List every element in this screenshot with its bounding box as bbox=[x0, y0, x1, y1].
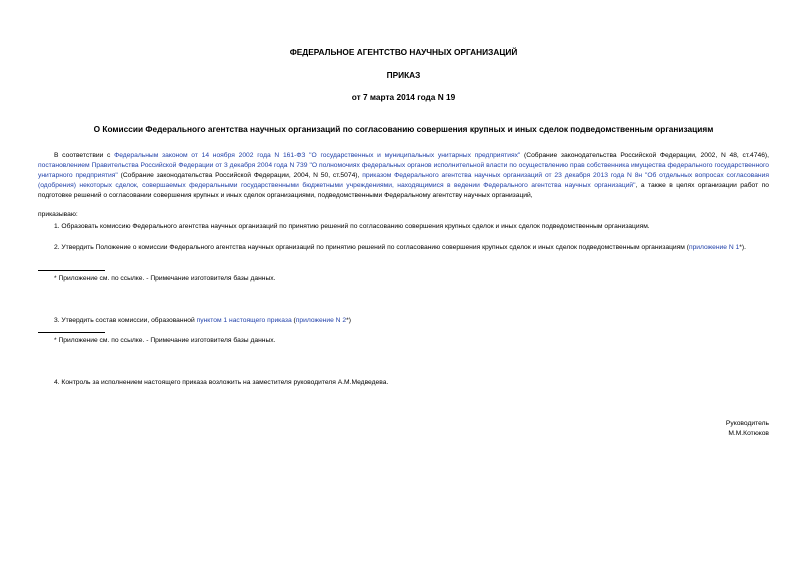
footnote-divider-2 bbox=[38, 332, 105, 333]
item-4: 4. Контроль за исполнением настоящего приказа возложить на заместителя руководителя А.М.Медведева. bbox=[54, 379, 389, 386]
footnote-divider-1 bbox=[38, 270, 105, 271]
item-3-text: 3. Утвердить состав комиссии, образованной bbox=[54, 317, 197, 324]
item-3-mid: ( bbox=[291, 317, 296, 324]
preamble-text-4: , а также в целях организации работ по подготовке решений о согласовании совершения крупных и иных сделок организациями, подведомственными Федеральному агентству научных организаций, bbox=[38, 182, 769, 199]
item-2-text: 2. Утвердить Положение о комиссии Федерального агентства научных организаций по принятию решений по согласованию совершения крупных сделок и иных сделок подведомственным организациям ( bbox=[54, 244, 689, 251]
document-type: ПРИКАЗ bbox=[386, 70, 421, 80]
footnote-1: * Приложение см. по ссылке. - Примечание изготовителя базы данных. bbox=[54, 275, 276, 282]
appendix-1-link[interactable]: приложение N 1 bbox=[688, 244, 740, 251]
government-decree-link[interactable]: постановлением Правительства Российской Федерации от 3 декабря 2004 года N 739 "О полномочиях федеральных органов исполнительной власти по осуществлению прав собственника имущества федерального государственного унитарного предприятия" bbox=[38, 162, 769, 179]
appendix-2-link[interactable]: приложение N 2 bbox=[295, 317, 347, 324]
document-title: О Комиссии Федерального агентства научных организаций по согласованию совершения крупных и иных сделок подведомственным организациям bbox=[93, 124, 714, 134]
document-date: от 7 марта 2014 года N 19 bbox=[351, 92, 456, 102]
signatory-name: М.М.Котюков bbox=[728, 430, 769, 437]
point-1-link[interactable]: пунктом 1 настоящего приказа bbox=[196, 317, 292, 324]
item-2-tail: *). bbox=[739, 244, 746, 251]
item-3-tail: *) bbox=[346, 317, 351, 324]
item-2 bbox=[38, 243, 769, 253]
preamble-text-2: (Собрание законодательства Российской Федерации, 2002, N 48, ст.4746), bbox=[520, 152, 769, 159]
order-word: приказываю: bbox=[38, 211, 78, 218]
preamble-paragraph bbox=[38, 151, 769, 201]
item-3 bbox=[54, 316, 351, 326]
preamble-text-1: В соответствии с bbox=[54, 152, 115, 159]
agency-order-link[interactable]: приказом Федерального агентства научных организаций от 23 декабря 2013 года N 8н "Об отдельных вопросах согласования (одобрения) некоторых сделок, совершаемых федеральными государственными бюджетными учреждениями, находящимися в ведении Федерального агентства научных организаций" bbox=[38, 172, 769, 189]
preamble-text-3: (Собрание законодательства Российской Федерации, 2004, N 50, ст.5074), bbox=[117, 172, 363, 179]
agency-name: ФЕДЕРАЛЬНОЕ АГЕНТСТВО НАУЧНЫХ ОРГАНИЗАЦИЙ bbox=[289, 47, 518, 57]
signatory-role: Руководитель bbox=[725, 420, 769, 427]
item-1: 1. Образовать комиссию Федерального агентства научных организаций по принятию решений по согласованию совершения крупных сделок и иных сделок подведомственным организациям. bbox=[54, 223, 650, 230]
federal-law-link[interactable]: Федеральным законом от 14 ноября 2002 года N 161-ФЗ "О государственных и муниципальных унитарных предприятиях" bbox=[114, 152, 521, 159]
footnote-2: * Приложение см. по ссылке. - Примечание изготовителя базы данных. bbox=[54, 337, 276, 344]
